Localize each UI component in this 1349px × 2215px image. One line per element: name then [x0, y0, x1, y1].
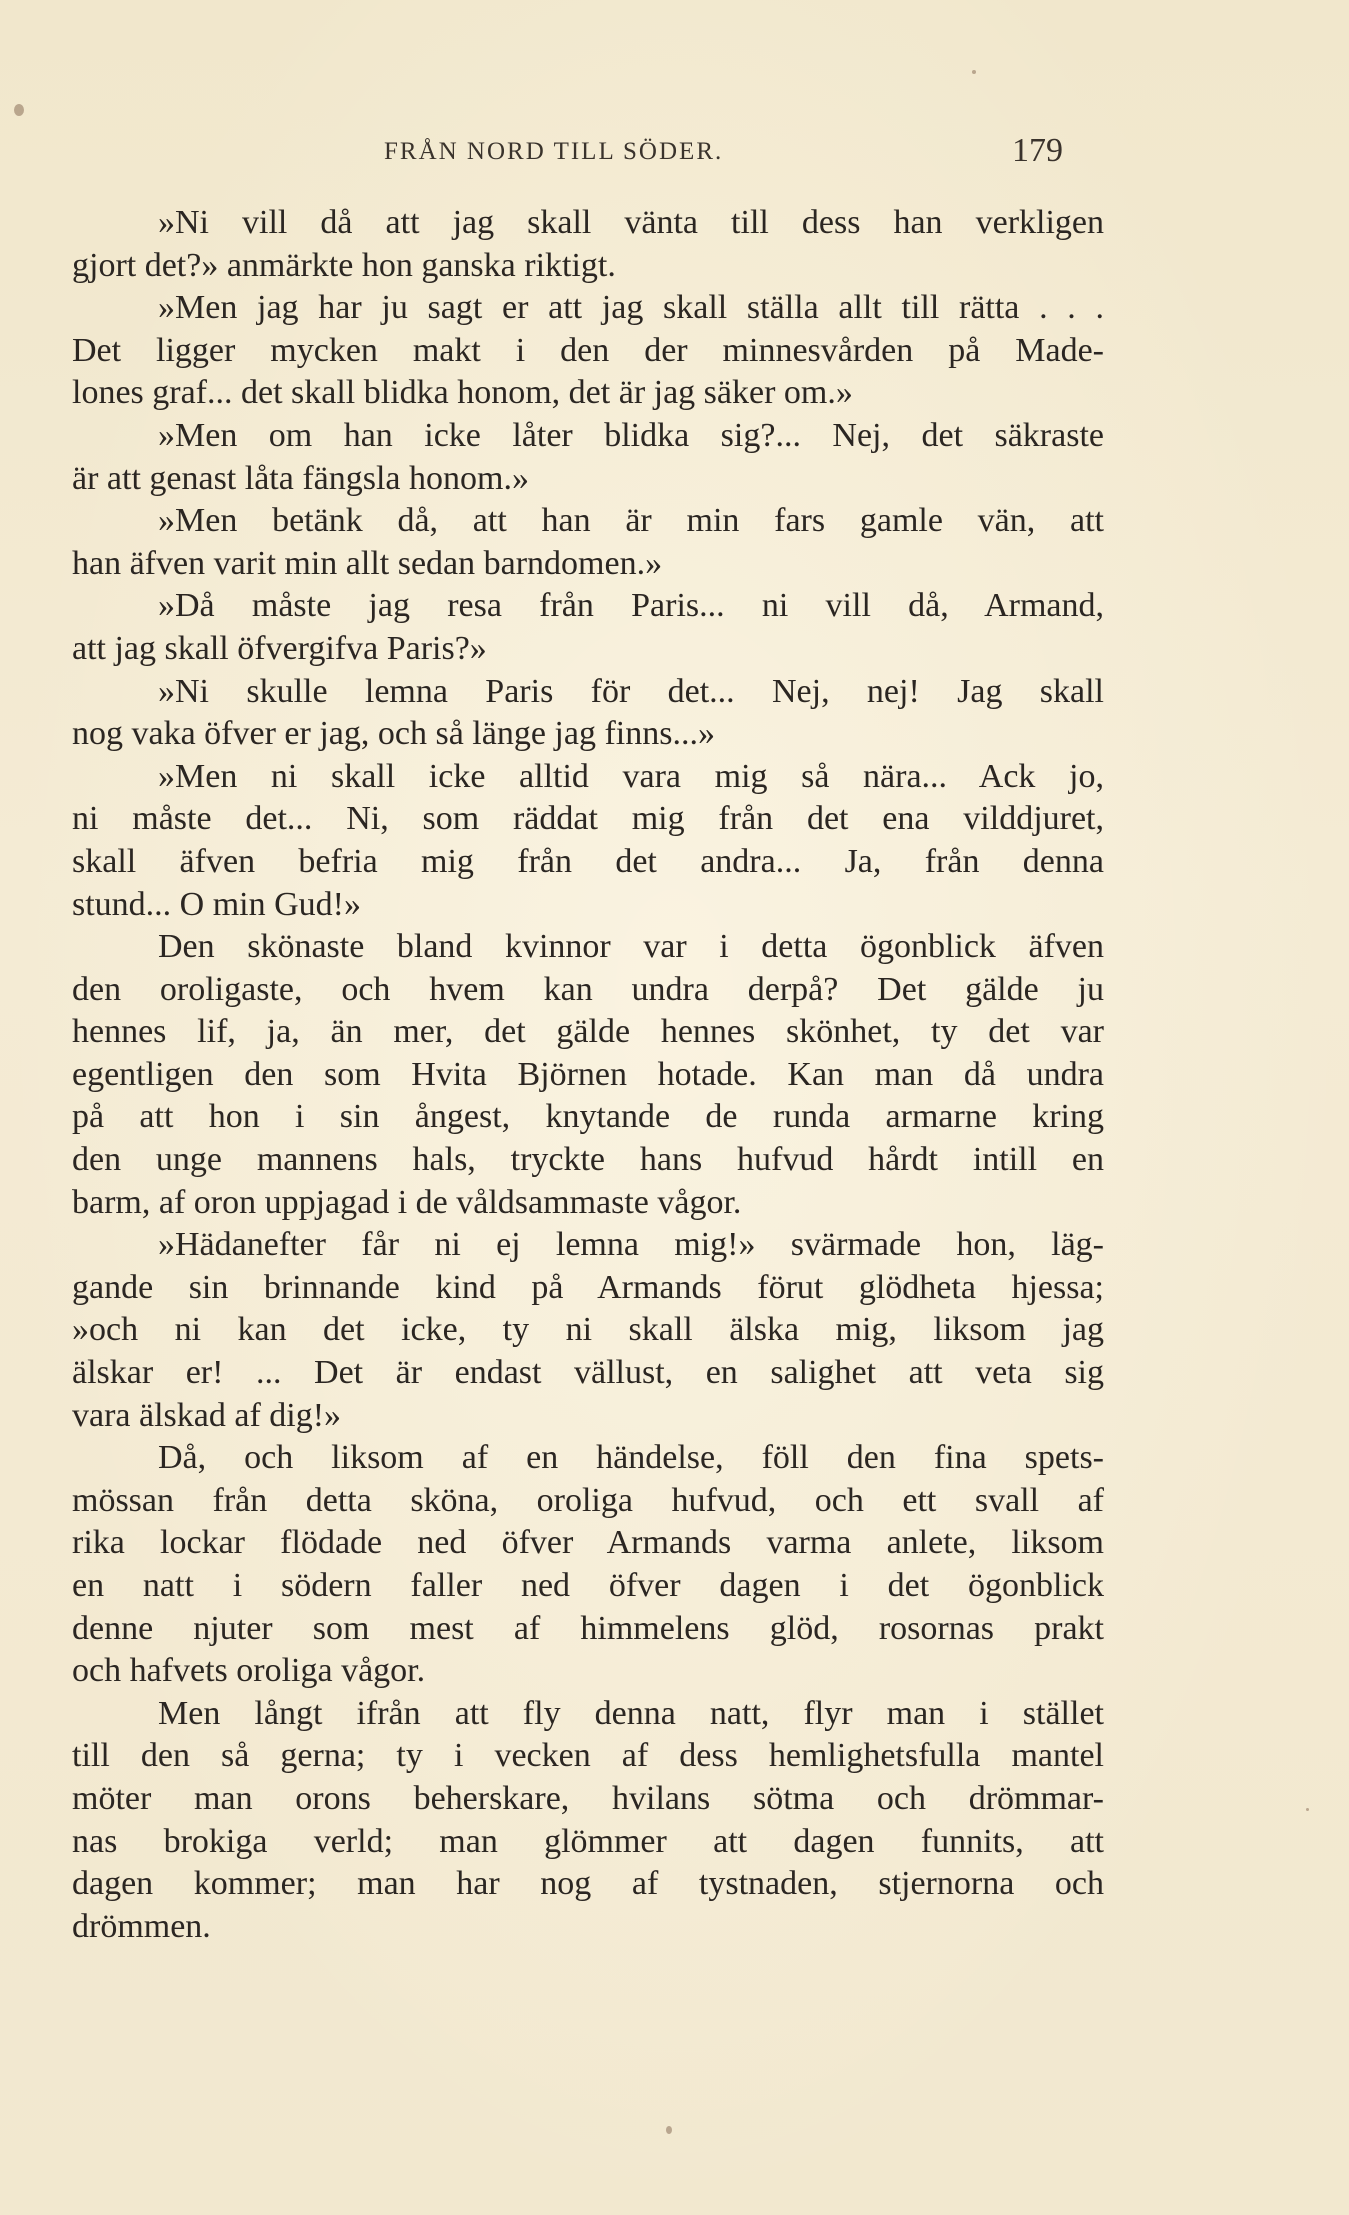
text-line: barm, af oron uppjagad i de våldsammaste vågor. [72, 1183, 742, 1221]
text-line: »Ni vill då att jag skall vänta till dess han verkligen [158, 204, 1104, 241]
text-line: »och ni kan det icke, ty ni skall älska mig, liksom jag [72, 1311, 1104, 1349]
body-text [72, 202, 1104, 1948]
text-line: gjort det?» anmärkte hon ganska riktigt. [72, 246, 616, 284]
text-line: drömmen. [72, 1907, 211, 1945]
text-line: den unge mannens hals, tryckte hans hufvud hårdt intill en [72, 1141, 1104, 1179]
page-number: 179 [1012, 132, 1063, 169]
paper-speck [972, 70, 976, 74]
text-line: skall äfven befria mig från det andra... Ja, från denna [72, 842, 1104, 880]
text-line: »Men ni skall icke alltid vara mig så nära... Ack jo, [158, 757, 1104, 795]
text-line: denne njuter som mest af himmelens glöd, rosornas prakt [72, 1609, 1104, 1647]
text-line: Då, och liksom af en händelse, föll den fina spets- [158, 1439, 1104, 1477]
text-line: han äfven varit min allt sedan barndomen.» [72, 544, 663, 582]
text-line: möter man orons beherskare, hvilans sötma och drömmar- [72, 1779, 1104, 1817]
text-line: och hafvets oroliga vågor. [72, 1652, 426, 1690]
text-line: nog vaka öfver er jag, och så länge jag finns...» [72, 715, 715, 753]
text-line: rika lockar flödade ned öfver Armands varma anlete, liksom [72, 1524, 1104, 1562]
paper-speck [666, 2126, 672, 2134]
text-line: »Hädanefter får ni ej lemna mig!» svärmade hon, läg- [158, 1226, 1104, 1264]
text-line: är att genast låta fängsla honom.» [72, 459, 529, 497]
paper-speck [14, 104, 24, 116]
text-line: lones graf... det skall blidka honom, det är jag säker om.» [72, 374, 853, 412]
text-line: vara älskad af dig!» [72, 1396, 342, 1434]
text-line: gande sin brinnande kind på Armands förut glödheta hjessa; [72, 1268, 1104, 1306]
text-line: hennes lif, ja, än mer, det gälde hennes skönhet, ty det var [72, 1013, 1104, 1051]
text-line: Det ligger mycken makt i den der minnesvården på Made- [72, 331, 1104, 369]
running-title: FRÅN NORD TILL SÖDER. [384, 138, 724, 165]
text-line: dagen kommer; man har nog af tystnaden, stjernorna och [72, 1865, 1104, 1903]
text-line: en natt i södern faller ned öfver dagen i det ögonblick [72, 1567, 1104, 1604]
running-head [0, 132, 1349, 178]
text-line: Men långt ifrån att fly denna natt, flyr man i stället [158, 1694, 1104, 1732]
text-line: den oroligaste, och hvem kan undra derpå? Det gälde ju [72, 970, 1104, 1008]
text-line: att jag skall öfvergifva Paris?» [72, 629, 487, 667]
text-line: »Men jag har ju sagt er att jag skall ställa allt till rätta . . . [158, 289, 1104, 327]
text-line: ni måste det... Ni, som räddat mig från det ena vilddjuret, [72, 800, 1104, 838]
text-line: »Men om han icke låter blidka sig?... Nej, det säkraste [158, 416, 1104, 454]
text-line: »Men betänk då, att han är min fars gamle vän, att [158, 502, 1104, 540]
paper-speck [1306, 1808, 1309, 1811]
text-line: »Ni skulle lemna Paris för det... Nej, nej! Jag skall [158, 672, 1104, 710]
text-line: på att hon i sin ångest, knytande de runda armarne kring [72, 1098, 1104, 1136]
text-line: stund... O min Gud!» [72, 885, 361, 923]
text-line: nas brokiga verld; man glömmer att dagen funnits, att [72, 1822, 1104, 1860]
text-line: till den så gerna; ty i vecken af dess hemlighetsfulla mantel [72, 1737, 1104, 1775]
text-line: mössan från detta sköna, oroliga hufvud, och ett svall af [72, 1481, 1104, 1519]
text-line: egentligen den som Hvita Björnen hotade. Kan man då undra [72, 1055, 1104, 1093]
text-line: Den skönaste bland kvinnor var i detta ögonblick äfven [158, 928, 1104, 966]
text-line: älskar er! ... Det är endast vällust, en salighet att veta sig [72, 1354, 1104, 1392]
text-line: »Då måste jag resa från Paris... ni vill då, Armand, [158, 587, 1104, 625]
